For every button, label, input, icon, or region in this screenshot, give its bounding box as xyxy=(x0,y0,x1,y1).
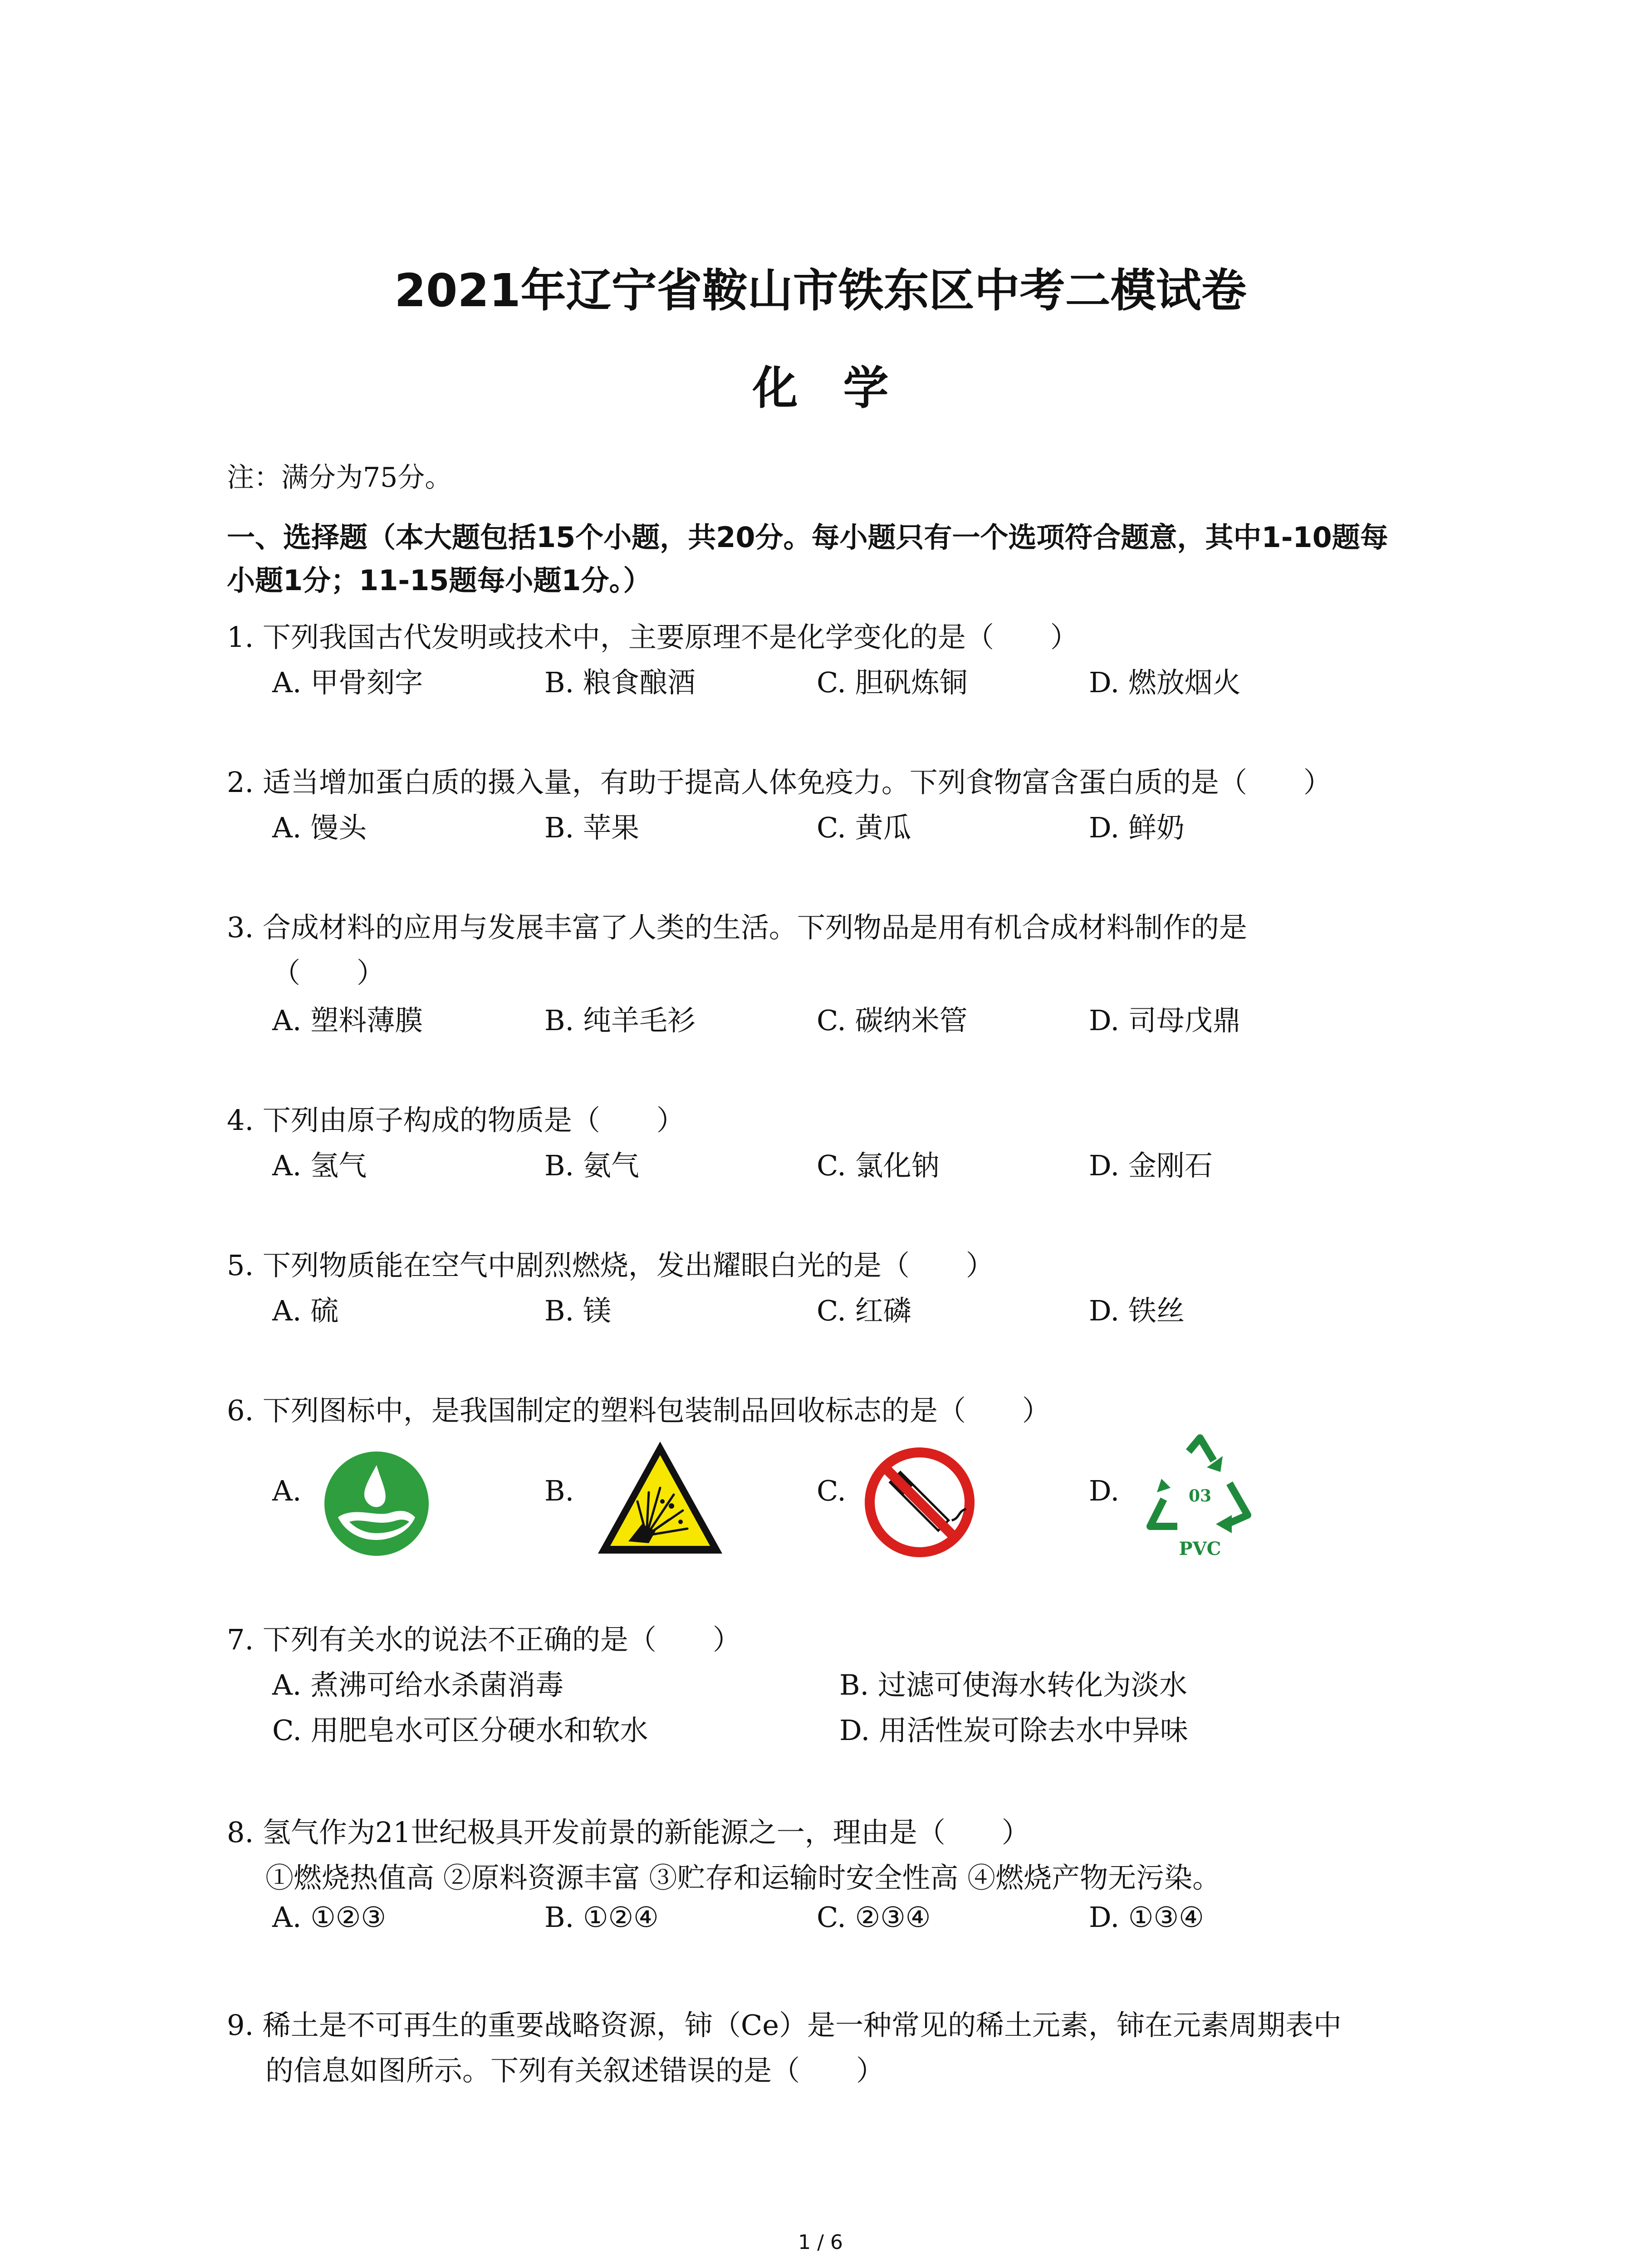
question-1-option-d: D. 燃放烟火 xyxy=(1089,666,1241,699)
question-5-option-d: D. 铁丝 xyxy=(1089,1294,1185,1327)
question-1-stem: 1. 下列我国古代发明或技术中，主要原理不是化学变化的是（ ） xyxy=(227,621,1078,654)
page-number: 1 / 6 xyxy=(798,2231,843,2254)
question-4-option-c: C. 氯化钠 xyxy=(817,1149,940,1182)
question-7-option-c: C. 用肥皂水可区分硬水和软水 xyxy=(272,1714,648,1747)
question-7-option-b: B. 过滤可使海水转化为淡水 xyxy=(839,1668,1187,1701)
question-2-option-b: B. 苹果 xyxy=(544,811,639,844)
question-8-option-a: A. ①②③ xyxy=(272,1901,386,1934)
question-6-option-a: A. xyxy=(272,1474,302,1507)
question-7-stem: 7. 下列有关水的说法不正确的是（ ） xyxy=(227,1623,741,1656)
question-4-stem: 4. 下列由原子构成的物质是（ ） xyxy=(227,1104,685,1137)
question-3-stem-cont: （ ） xyxy=(272,956,385,989)
question-7-option-a: A. 煮沸可给水杀菌消毒 xyxy=(272,1668,564,1701)
question-5-option-c: C. 红磷 xyxy=(817,1294,911,1327)
question-2-option-c: C. 黄瓜 xyxy=(817,811,911,844)
score-note: 注：满分为75分。 xyxy=(227,462,452,494)
question-1-option-b: B. 粮食酿酒 xyxy=(544,666,696,699)
question-7-option-d: D. 用活性炭可除去水中异味 xyxy=(839,1714,1188,1747)
question-6-option-c: C. xyxy=(817,1474,846,1507)
question-6-stem: 6. 下列图标中，是我国制定的塑料包装制品回收标志的是（ ） xyxy=(227,1394,1050,1427)
question-5-option-a: A. 硫 xyxy=(272,1294,339,1327)
question-6-option-b: B. xyxy=(544,1474,574,1507)
section-heading-line2: 小题1分；11-15题每小题1分。） xyxy=(227,564,652,597)
question-8-stem: 8. 氢气作为21世纪极具开发前景的新能源之一，理由是（ ） xyxy=(227,1816,1030,1849)
no-smoking-icon xyxy=(862,1445,978,1560)
question-4-option-b: B. 氨气 xyxy=(544,1149,639,1182)
question-4-option-a: A. 氢气 xyxy=(272,1149,367,1182)
page-title: 2021年辽宁省鞍山市铁东区中考二模试卷 xyxy=(394,264,1247,317)
question-1-option-c: C. 胆矾炼铜 xyxy=(817,666,968,699)
pvc-recycle-icon xyxy=(1139,1433,1261,1565)
subject-title: 化学 xyxy=(752,362,934,415)
water-saving-icon xyxy=(322,1449,431,1558)
question-1-option-a: A. 甲骨刻字 xyxy=(272,666,423,699)
question-8-option-c: C. ②③④ xyxy=(817,1901,931,1934)
question-8-option-d: D. ①③④ xyxy=(1089,1901,1204,1934)
section-heading-line1: 一、选择题（本大题包括15个小题，共20分。每小题只有一个选项符合题意，其中1-10题每 xyxy=(227,521,1388,554)
question-5-stem: 5. 下列物质能在空气中剧烈燃烧，发出耀眼白光的是（ ） xyxy=(227,1249,994,1282)
recycle-label-text: PVC xyxy=(1179,1538,1221,1559)
explosive-warning-icon xyxy=(594,1438,726,1558)
question-3-option-a: A. 塑料薄膜 xyxy=(272,1004,423,1037)
question-6-option-d: D. xyxy=(1089,1474,1120,1507)
question-3-option-d: D. 司母戊鼎 xyxy=(1089,1004,1241,1037)
question-2-stem: 2. 适当增加蛋白质的摄入量，有助于提高人体免疫力。下列食物富含蛋白质的是（ ） xyxy=(227,766,1332,799)
question-4-option-d: D. 金刚石 xyxy=(1089,1149,1213,1182)
recycle-code-text: 03 xyxy=(1188,1486,1212,1505)
question-9-stem: 9. 稀土是不可再生的重要战略资源，铈（Ce）是一种常见的稀土元素，铈在元素周期表中 xyxy=(227,2009,1342,2042)
question-9-stem-cont: 的信息如图所示。下列有关叙述错误的是（ ） xyxy=(265,2054,885,2087)
question-5-option-b: B. 镁 xyxy=(544,1294,611,1327)
question-3-option-b: B. 纯羊毛衫 xyxy=(544,1004,696,1037)
question-3-option-c: C. 碳纳米管 xyxy=(817,1004,968,1037)
question-2-option-a: A. 馒头 xyxy=(272,811,367,844)
question-8-statements: ①燃烧热值高 ②原料资源丰富 ③贮存和运输时安全性高 ④燃烧产物无污染。 xyxy=(265,1861,1221,1894)
question-8-option-b: B. ①②④ xyxy=(544,1901,659,1934)
question-3-stem: 3. 合成材料的应用与发展丰富了人类的生活。下列物品是用有机合成材料制作的是 xyxy=(227,911,1247,944)
question-2-option-d: D. 鲜奶 xyxy=(1089,811,1185,844)
